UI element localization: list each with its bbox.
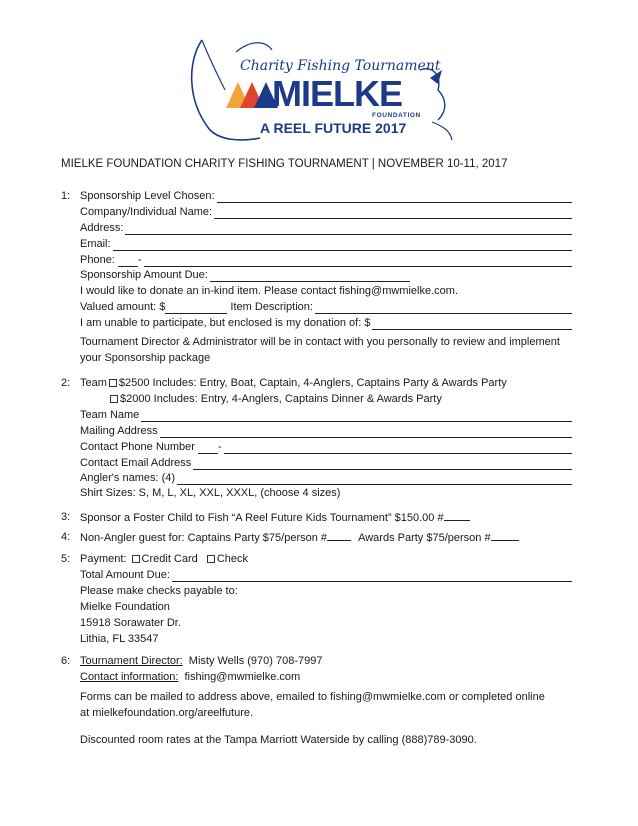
section-2-number: 2:: [61, 377, 71, 389]
checkbox-2500[interactable]: [109, 379, 117, 387]
mailing-address-label: Mailing Address: [80, 425, 158, 437]
credit-card-checkbox[interactable]: [132, 555, 140, 563]
foster-child-text: Sponsor a Foster Child to Fish “A Reel Future Kids Tournament” $150.00 #: [80, 512, 444, 524]
credit-card-label: Credit Card: [141, 553, 198, 565]
logo-brand: MIELKE: [272, 73, 403, 114]
payment-label: Payment:: [80, 553, 127, 565]
checkbox-2000[interactable]: [110, 395, 118, 403]
note-line-1: Tournament Director & Administrator will be in contact with you personally to review and implement: [80, 336, 560, 348]
logo: [180, 30, 460, 148]
section-5-number: 5:: [61, 553, 71, 565]
mailing-address-field[interactable]: [80, 424, 572, 438]
valued-amount-label: Valued amount: $: [80, 301, 166, 313]
check-checkbox[interactable]: [207, 555, 215, 563]
logo-foundation: FOUNDATION: [372, 112, 421, 119]
logo-tagline: A REEL FUTURE 2017: [260, 120, 407, 136]
contact-phone-field[interactable]: [80, 440, 572, 454]
inkind-text: I would like to donate an in-kind item. Please contact fishing@mwmielke.com.: [80, 285, 459, 297]
donation-label: I am unable to participate, but enclosed is my donation of: $: [80, 317, 371, 329]
contact-value: fishing@mwmielke.com: [184, 671, 301, 683]
foster-child-line[interactable]: [80, 510, 470, 525]
team-option-2500[interactable]: [80, 376, 507, 390]
phone-separator: -: [137, 254, 142, 266]
option-2000-text: $2000 Includes: Entry, 4-Anglers, Captains Dinner & Awards Party: [120, 393, 442, 405]
inkind-valued-field[interactable]: [80, 300, 572, 314]
director-label: Tournament Director:: [80, 655, 183, 667]
contact-email-label: Contact Email Address: [80, 457, 192, 469]
contact-email-field[interactable]: [80, 456, 572, 470]
payable-text: Please make checks payable to:: [80, 585, 238, 597]
shirt-sizes-text: Shirt Sizes: S, M, L, XL, XXL, XXXL, (choose 4 sizes): [80, 487, 341, 499]
phone-field[interactable]: [80, 253, 572, 267]
contact-phone-separator: -: [217, 441, 222, 453]
director-value: Misty Wells (970) 708-7997: [188, 655, 323, 667]
company-name-field[interactable]: [80, 205, 572, 219]
document-title: MIELKE FOUNDATION CHARITY FISHING TOURNAMENT | NOVEMBER 10-11, 2017: [61, 158, 508, 170]
non-angler-line[interactable]: [80, 530, 519, 545]
mail-instructions-1: Forms can be mailed to address above, emailed to fishing@mwmielke.com or completed online: [80, 691, 545, 703]
sponsorship-level-label: Sponsorship Level Chosen:: [80, 190, 215, 202]
total-amount-field[interactable]: [80, 568, 572, 582]
section-3-number: 3:: [61, 511, 71, 523]
address-field[interactable]: [80, 221, 572, 235]
email-label: Email:: [80, 238, 111, 250]
company-name-label: Company/Individual Name:: [80, 206, 213, 218]
section-6-number: 6:: [61, 655, 71, 667]
donation-field[interactable]: [80, 316, 572, 330]
room-rates-text: Discounted room rates at the Tampa Marriott Waterside by calling (888)789-3090.: [80, 734, 477, 746]
sponsorship-level-field[interactable]: [80, 189, 572, 203]
captains-party-text: Non-Angler guest for: Captains Party $75/person #: [80, 532, 328, 544]
angler-names-label: Angler's names: (4): [80, 472, 176, 484]
awards-party-text: Awards Party $75/person #: [358, 532, 491, 544]
director-line: [80, 654, 322, 668]
mail-instructions-2: at mielkefoundation.org/areelfuture.: [80, 707, 254, 719]
amount-due-field[interactable]: [80, 268, 410, 282]
contact-label: Contact information:: [80, 671, 179, 683]
team-name-field[interactable]: [80, 408, 572, 422]
angler-names-field[interactable]: [80, 471, 572, 485]
email-field[interactable]: [80, 237, 572, 251]
total-amount-label: Total Amount Due:: [80, 569, 170, 581]
item-description-label: Item Description:: [230, 301, 313, 313]
payment-line: [80, 552, 248, 566]
address-line-2: 15918 Sorawater Dr.: [80, 617, 181, 629]
team-option-2000[interactable]: [108, 392, 442, 406]
check-label: Check: [216, 553, 249, 565]
amount-due-label: Sponsorship Amount Due:: [80, 269, 208, 281]
contact-phone-label: Contact Phone Number: [80, 441, 195, 453]
note-line-2: your Sponsorship package: [80, 352, 211, 364]
option-2500-text: $2500 Includes: Entry, Boat, Captain, 4-Anglers, Captains Party & Awards Party: [118, 377, 507, 389]
logo-script-text: Charity Fishing Tournament: [240, 58, 441, 74]
address-line-3: Lithia, FL 33547: [80, 633, 159, 645]
address-line-1: Mielke Foundation: [80, 601, 170, 613]
contact-line: [80, 670, 300, 684]
section-1-number: 1:: [61, 190, 71, 202]
team-name-label: Team Name: [80, 409, 140, 421]
address-label: Address:: [80, 222, 124, 234]
phone-label: Phone:: [80, 254, 115, 266]
section-4-number: 4:: [61, 531, 71, 543]
team-label: Team: [80, 377, 107, 389]
